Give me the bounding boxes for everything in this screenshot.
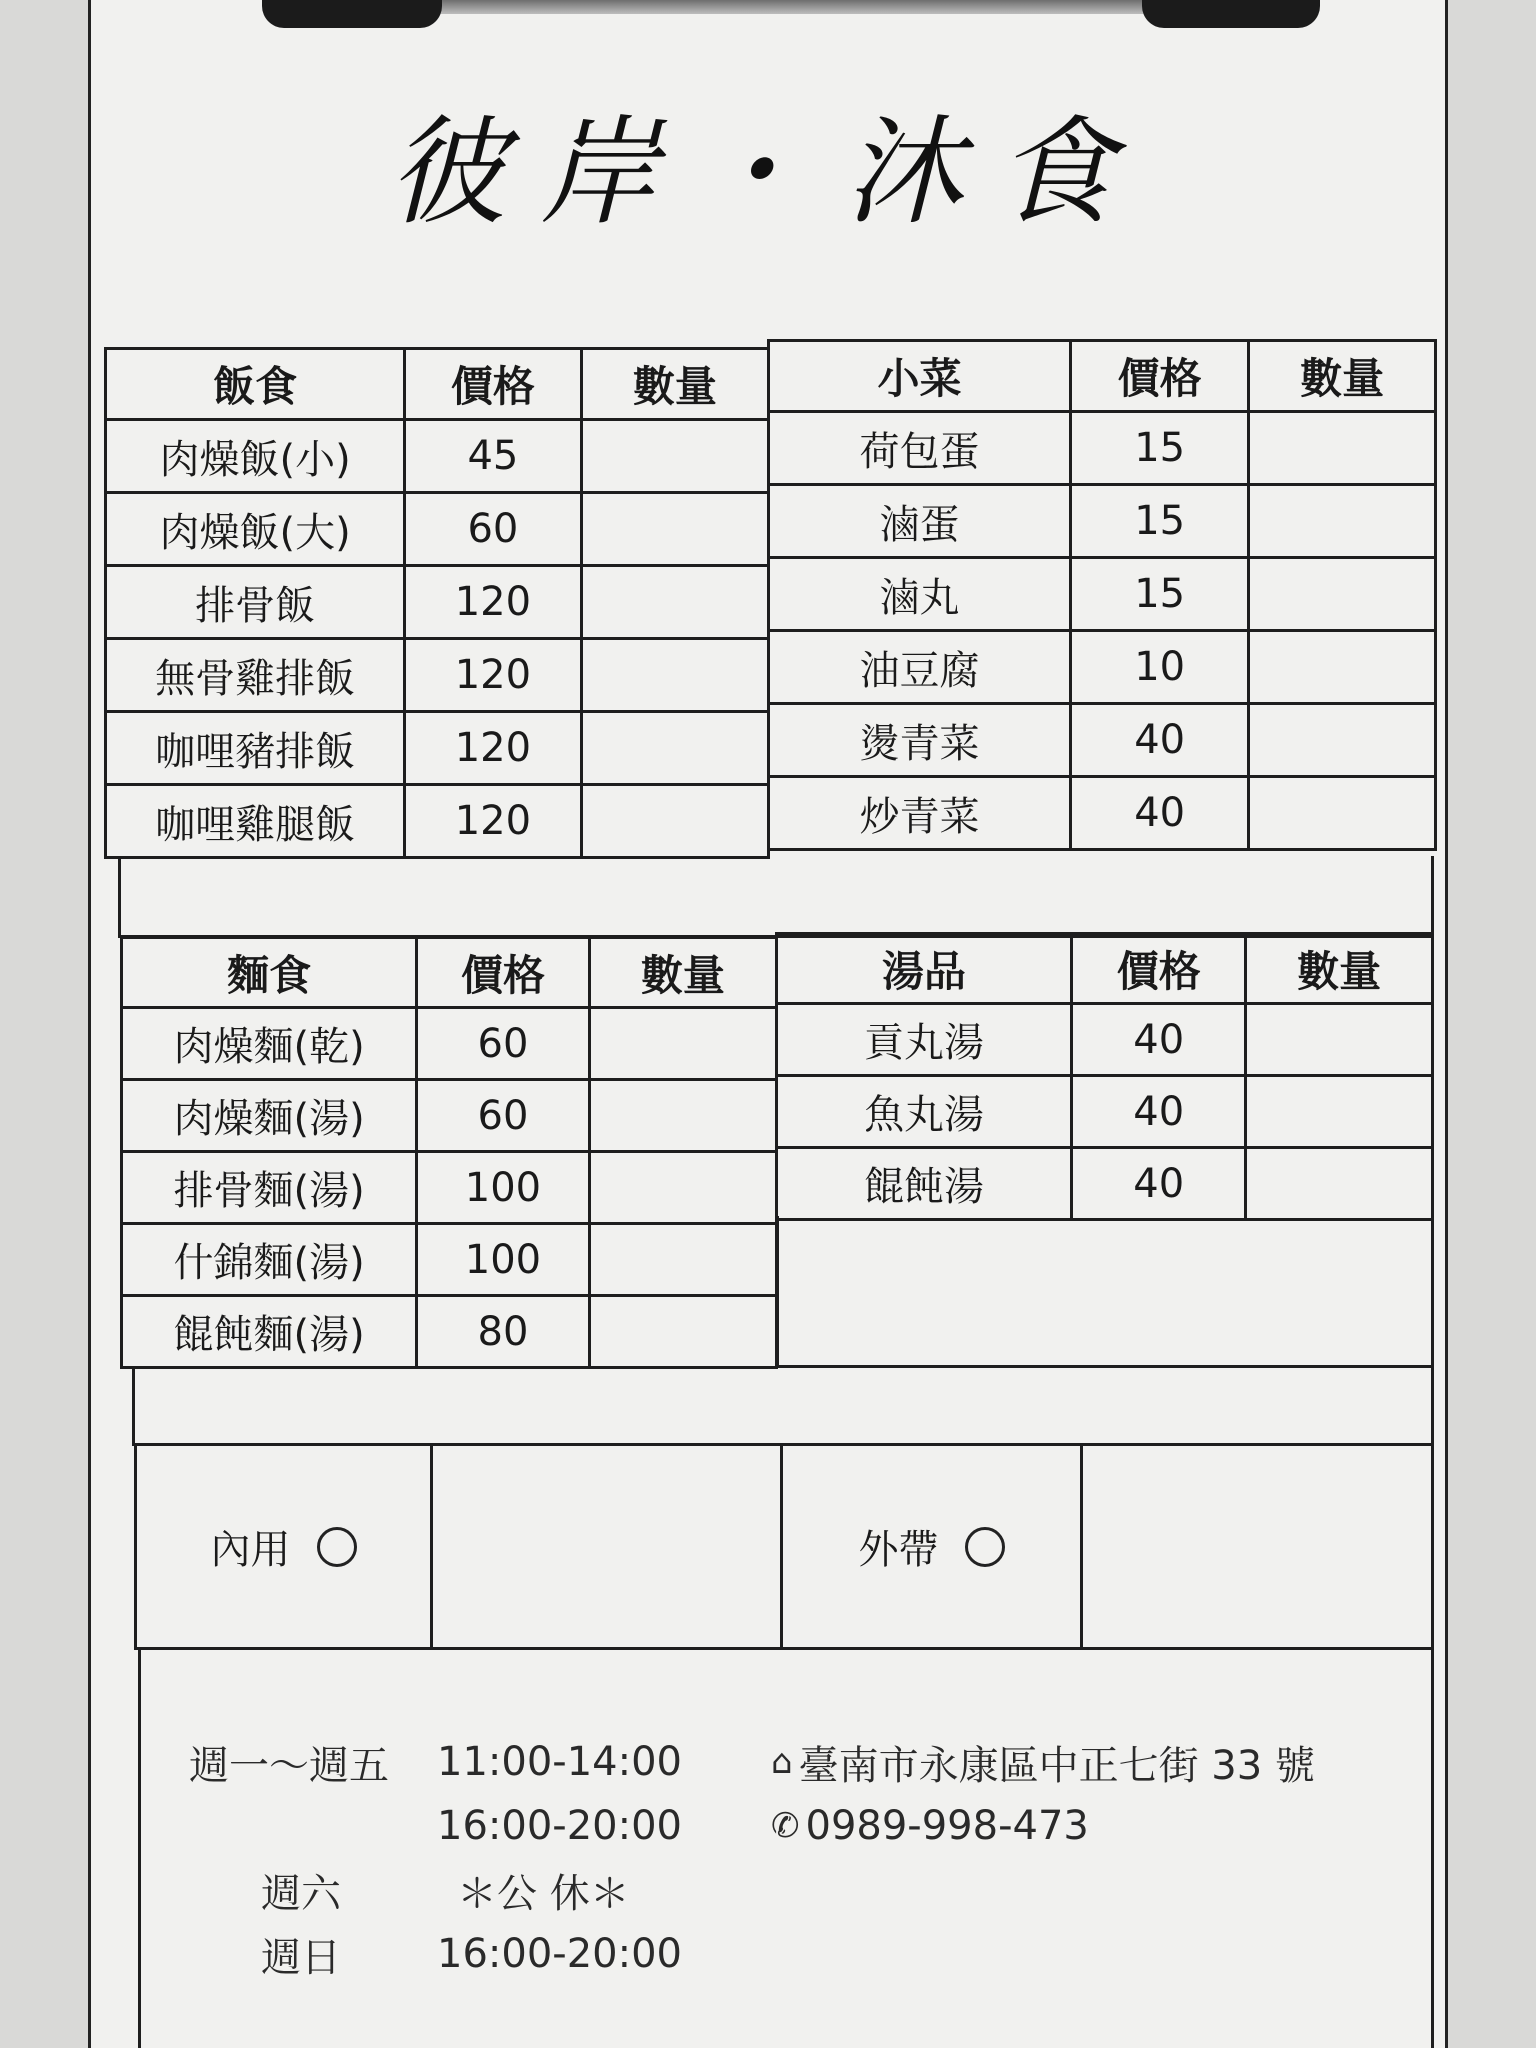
blank-row — [132, 1366, 1434, 1446]
quantity-cell[interactable] — [589, 1296, 776, 1368]
dine-in-blank — [433, 1446, 783, 1647]
item-price: 60 — [417, 1008, 590, 1080]
takeout-checkbox[interactable] — [965, 1527, 1005, 1567]
price-header: 價格 — [1072, 934, 1246, 1004]
hours-day: 週一～週五 — [189, 1742, 389, 1789]
item-name: 荷包蛋 — [769, 412, 1071, 485]
quantity-cell[interactable] — [1249, 631, 1436, 704]
blank-box — [776, 1216, 1434, 1368]
item-price: 15 — [1071, 412, 1249, 485]
category-header: 小菜 — [769, 341, 1071, 412]
sides-table — [767, 339, 1437, 851]
price-header: 價格 — [1071, 341, 1249, 412]
item-price: 120 — [405, 785, 581, 858]
table-row — [106, 712, 769, 785]
table-row — [777, 1076, 1433, 1148]
table-row — [769, 485, 1436, 558]
item-name: 肉燥麵(湯) — [122, 1080, 417, 1152]
table-row — [106, 785, 769, 858]
item-price: 120 — [405, 639, 581, 712]
item-name: 咖哩豬排飯 — [106, 712, 405, 785]
table-row — [769, 558, 1436, 631]
item-price: 10 — [1071, 631, 1249, 704]
blank-row — [118, 856, 1434, 938]
phone-row — [771, 1794, 1315, 1858]
address-row — [771, 1730, 1315, 1794]
hours-time: 11:00-14:00 — [437, 1739, 682, 1785]
quantity-cell[interactable] — [1249, 777, 1436, 850]
item-name: 魚丸湯 — [777, 1076, 1072, 1148]
hours-time: 16:00-20:00 — [437, 1931, 682, 1977]
quantity-cell[interactable] — [589, 1152, 776, 1224]
quantity-cell[interactable] — [1249, 485, 1436, 558]
contact-info — [771, 1730, 1315, 1858]
business-hours — [189, 1730, 682, 1986]
quantity-header: 數量 — [589, 938, 776, 1008]
table-row — [769, 777, 1436, 850]
item-name: 咖哩雞腿飯 — [106, 785, 405, 858]
quantity-cell[interactable] — [581, 639, 768, 712]
item-price: 60 — [405, 493, 581, 566]
table-row — [777, 1004, 1433, 1076]
item-name: 餛飩湯 — [777, 1148, 1072, 1220]
quantity-cell[interactable] — [581, 566, 768, 639]
takeout-blank — [1083, 1446, 1431, 1647]
item-price: 15 — [1071, 485, 1249, 558]
dine-in-checkbox[interactable] — [317, 1527, 357, 1567]
item-name: 什錦麵(湯) — [122, 1224, 417, 1296]
quantity-cell[interactable] — [1249, 704, 1436, 777]
dining-options — [134, 1443, 1434, 1650]
item-price: 120 — [405, 712, 581, 785]
hours-time: ＊公 休＊ — [457, 1870, 630, 1917]
table-row — [777, 1148, 1433, 1220]
table-row — [769, 631, 1436, 704]
item-price: 40 — [1071, 704, 1249, 777]
table-header-row — [106, 349, 769, 420]
hours-day: 週六 — [261, 1870, 341, 1917]
quantity-header: 數量 — [1246, 934, 1433, 1004]
price-header: 價格 — [405, 349, 581, 420]
clipboard-clip-left — [262, 0, 442, 28]
item-name: 炒青菜 — [769, 777, 1071, 850]
table-row — [106, 639, 769, 712]
item-name: 餛飩麵(湯) — [122, 1296, 417, 1368]
item-name: 滷丸 — [769, 558, 1071, 631]
table-row — [106, 566, 769, 639]
item-name: 滷蛋 — [769, 485, 1071, 558]
item-price: 100 — [417, 1152, 590, 1224]
table-row — [122, 1296, 777, 1368]
quantity-cell[interactable] — [581, 420, 768, 493]
restaurant-title: 彼岸・沐食 — [387, 103, 1148, 241]
quantity-header: 數量 — [581, 349, 768, 420]
price-header: 價格 — [417, 938, 590, 1008]
clipboard-clip-right — [1142, 0, 1320, 28]
quantity-cell[interactable] — [589, 1008, 776, 1080]
table-row — [122, 1008, 777, 1080]
quantity-cell[interactable] — [581, 785, 768, 858]
quantity-cell[interactable] — [581, 712, 768, 785]
phone-text[interactable]: 0989-998-473 — [805, 1803, 1089, 1849]
dine-in-label: 內用 — [210, 1527, 291, 1573]
table-row — [122, 1080, 777, 1152]
item-price: 100 — [417, 1224, 590, 1296]
takeout-label: 外帶 — [858, 1527, 939, 1573]
hours-row — [189, 1794, 682, 1858]
table-row — [106, 493, 769, 566]
item-price: 40 — [1072, 1004, 1246, 1076]
item-name: 無骨雞排飯 — [106, 639, 405, 712]
item-price: 40 — [1072, 1076, 1246, 1148]
table-header-row — [777, 934, 1433, 1004]
item-name: 排骨麵(湯) — [122, 1152, 417, 1224]
quantity-cell[interactable] — [589, 1080, 776, 1152]
category-header: 飯食 — [106, 349, 405, 420]
quantity-cell[interactable] — [1249, 558, 1436, 631]
quantity-cell[interactable] — [581, 493, 768, 566]
hours-row — [189, 1730, 682, 1794]
table-row — [769, 704, 1436, 777]
category-header: 湯品 — [777, 934, 1072, 1004]
table-row — [122, 1224, 777, 1296]
item-price: 60 — [417, 1080, 590, 1152]
item-name: 肉燥飯(小) — [106, 420, 405, 493]
quantity-cell[interactable] — [1249, 412, 1436, 485]
item-price: 15 — [1071, 558, 1249, 631]
item-price: 120 — [405, 566, 581, 639]
item-name: 排骨飯 — [106, 566, 405, 639]
table-header-row — [122, 938, 777, 1008]
item-price: 40 — [1071, 777, 1249, 850]
category-header: 麵食 — [122, 938, 417, 1008]
item-price: 80 — [417, 1296, 590, 1368]
item-name: 油豆腐 — [769, 631, 1071, 704]
quantity-cell[interactable] — [1246, 1148, 1433, 1220]
hours-row — [189, 1858, 682, 1922]
table-header-row — [769, 341, 1436, 412]
hours-day: 週日 — [261, 1934, 341, 1981]
hours-row — [189, 1922, 682, 1986]
footer-info — [138, 1650, 1434, 2048]
quantity-cell[interactable] — [1246, 1004, 1433, 1076]
takeout-option[interactable] — [783, 1446, 1083, 1647]
hours-time: 16:00-20:00 — [437, 1803, 682, 1849]
dine-in-option[interactable] — [137, 1446, 433, 1647]
item-price: 45 — [405, 420, 581, 493]
table-row — [106, 420, 769, 493]
soups-table — [775, 932, 1434, 1221]
noodles-table — [120, 936, 778, 1369]
quantity-cell[interactable] — [589, 1224, 776, 1296]
quantity-header: 數量 — [1249, 341, 1436, 412]
clipboard-clip — [430, 0, 1150, 14]
item-price: 40 — [1072, 1148, 1246, 1220]
table-row — [769, 412, 1436, 485]
table-row — [122, 1152, 777, 1224]
item-name: 貢丸湯 — [777, 1004, 1072, 1076]
rice-table — [104, 347, 770, 859]
item-name: 燙青菜 — [769, 704, 1071, 777]
quantity-cell[interactable] — [1246, 1076, 1433, 1148]
item-name: 肉燥飯(大) — [106, 493, 405, 566]
phone-icon: ✆ — [771, 1806, 800, 1846]
house-icon: ⌂ — [771, 1742, 793, 1782]
address-text: 臺南市永康區中正七街 33 號 — [798, 1742, 1315, 1789]
item-name: 肉燥麵(乾) — [122, 1008, 417, 1080]
